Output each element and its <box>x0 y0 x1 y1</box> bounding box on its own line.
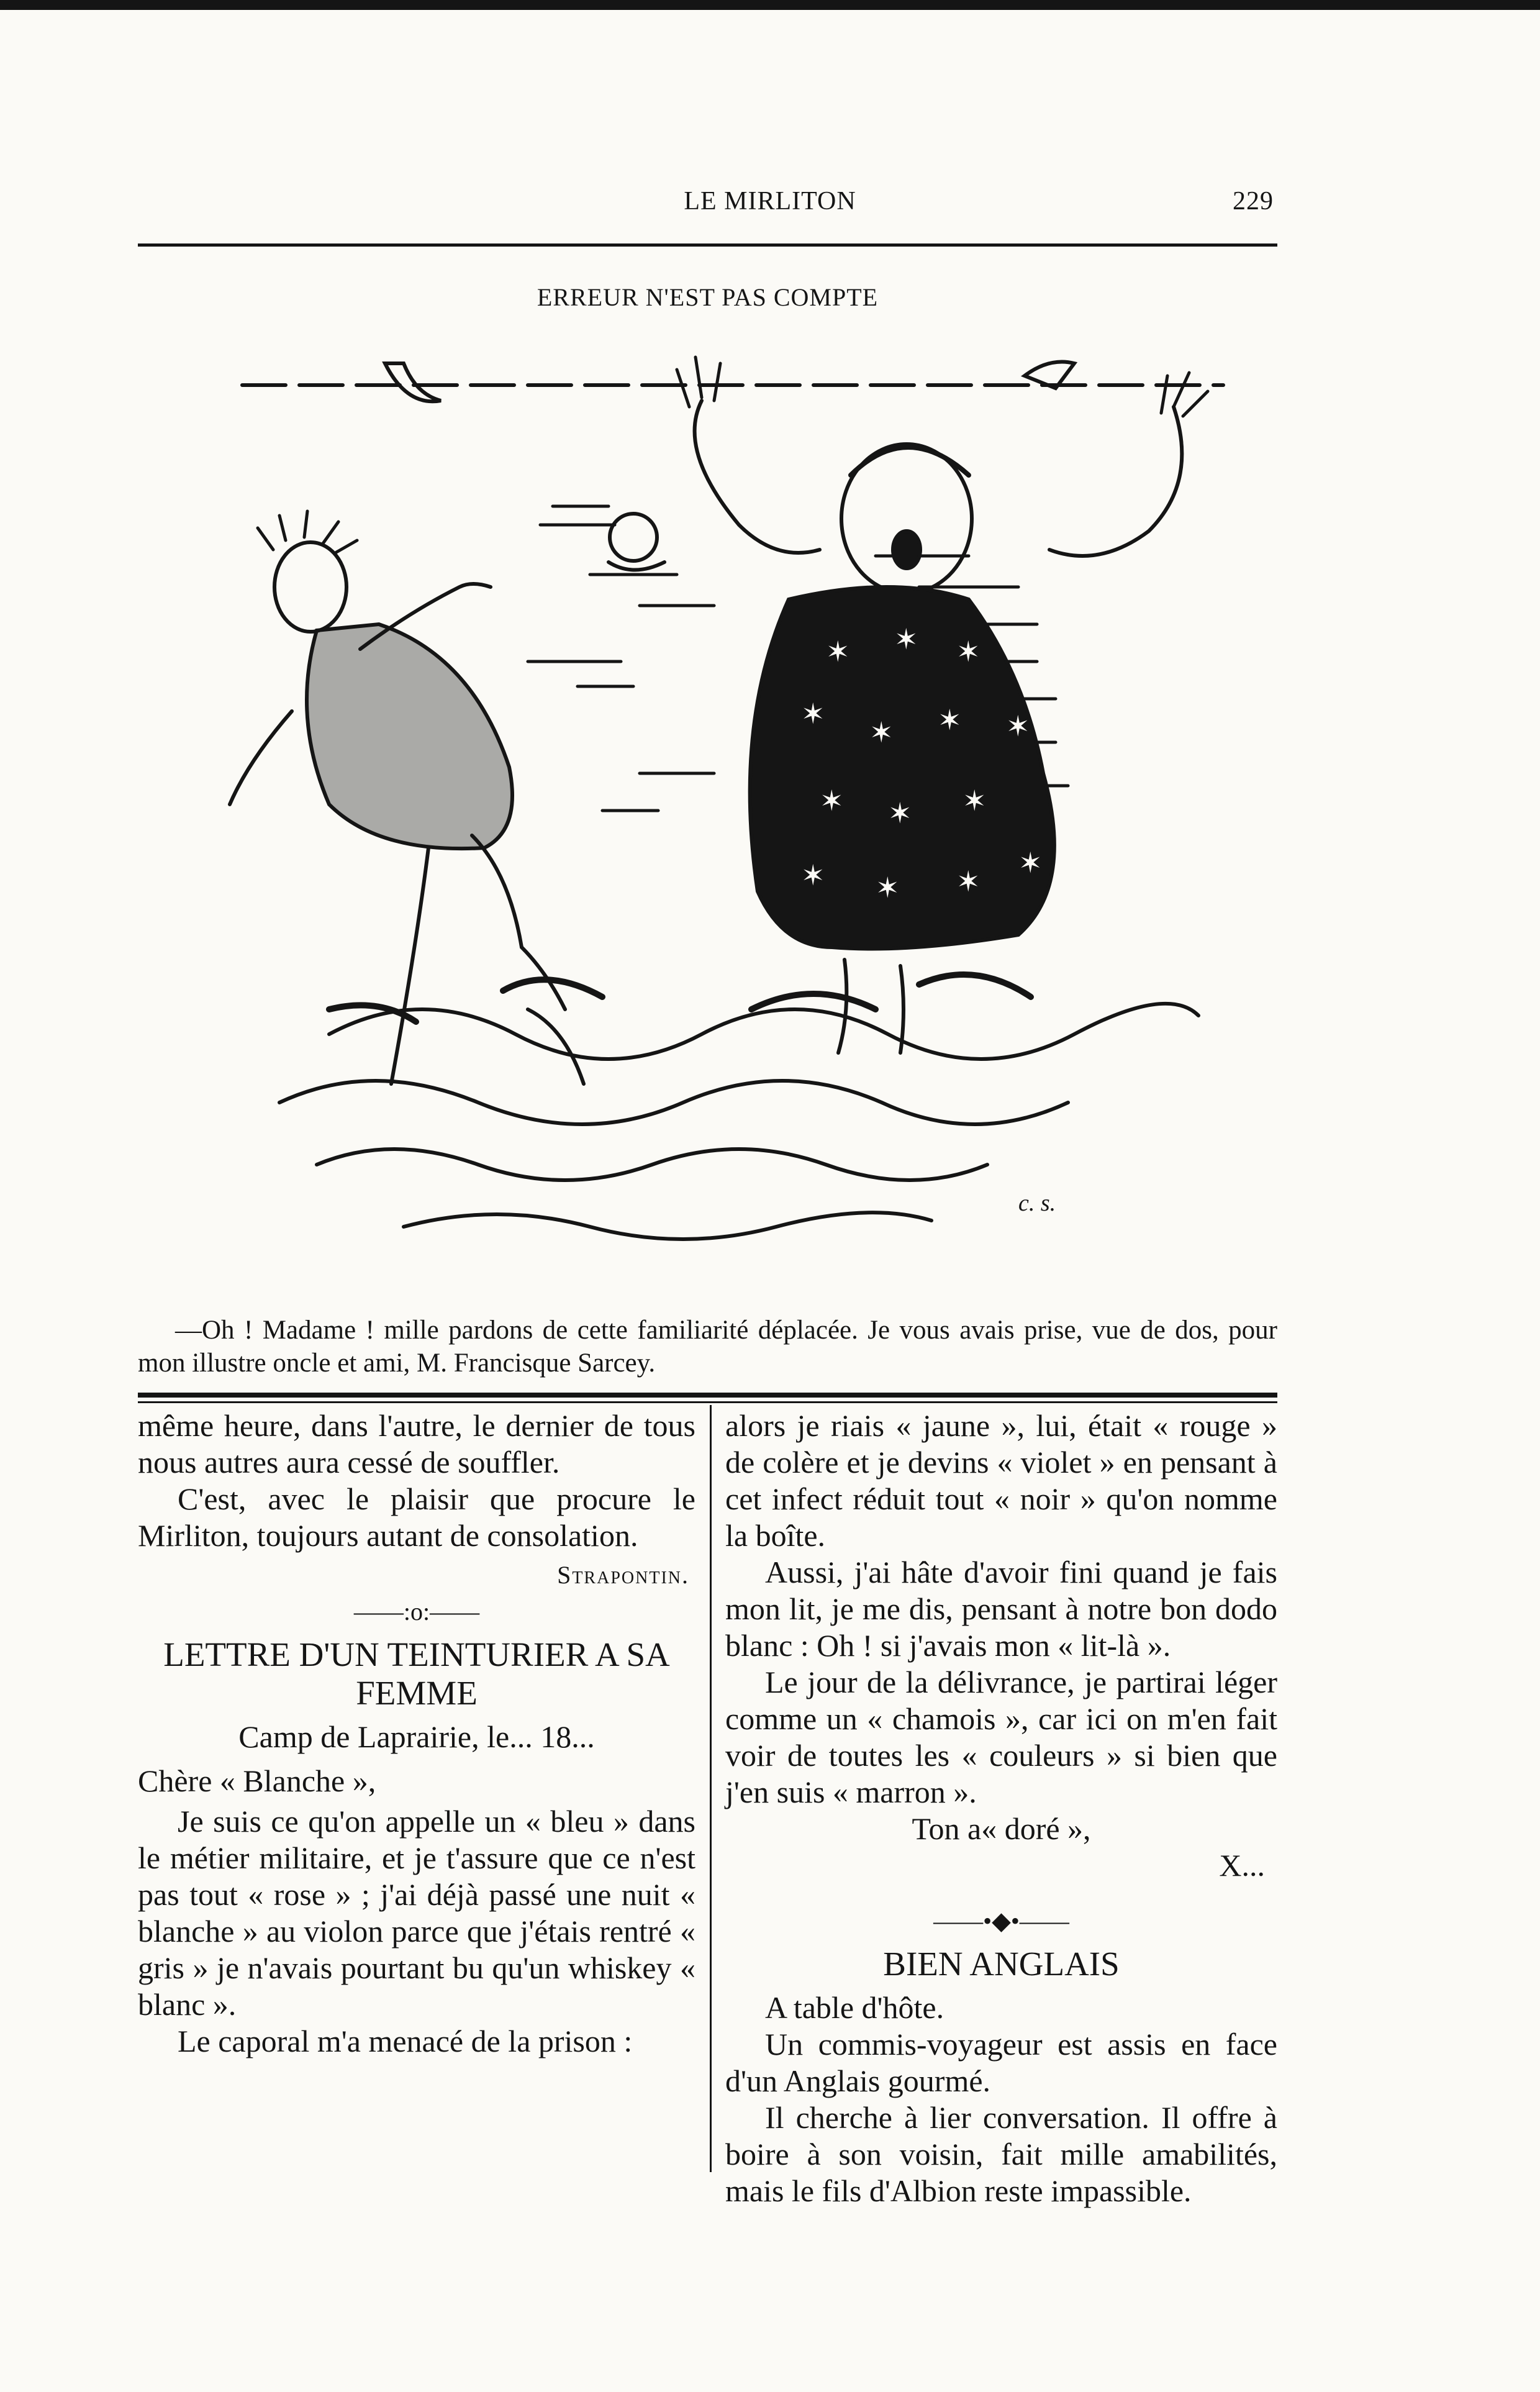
svg-text:✶: ✶ <box>869 716 894 749</box>
running-title: LE MIRLITON <box>684 187 856 216</box>
cartoon-illustration <box>205 339 1261 1283</box>
continuation-paragraph: C'est, avec le plaisir que procure le Mirliton, toujours autant de consolation. <box>138 1481 695 1553</box>
section-rule-thin <box>138 1401 1277 1403</box>
svg-text:✶: ✶ <box>1018 846 1043 880</box>
cartoon-caption: —Oh ! Madame ! mille pardons de cette familiarité déplacée. Je vous avais prise, vue de dos, pour mon illustre oncle et ami, M. Francisque Sarcey. <box>138 1316 1277 1378</box>
letter-paragraph: alors je riais « jaune », lui, était « rouge » de colère et je devins « violet » en pensant à cet infect réduit tout « noir » qu'on nomme la boîte. <box>725 1408 1277 1553</box>
letter-paragraph: Le caporal m'a menacé de la prison : <box>178 2024 633 2058</box>
letter-paragraph: Le jour de la délivrance, je partirai léger comme un « chamois », car ici on m'en fait voir de toutes les « couleurs » si bien que j'en suis « marron ». <box>725 1665 1277 1809</box>
svg-text:✶: ✶ <box>938 703 962 737</box>
continuation-paragraph: même heure, dans l'autre, le dernier de tous nous autres aura cessé de souffler. <box>138 1408 695 1480</box>
svg-text:✶: ✶ <box>888 796 912 830</box>
svg-text:✶: ✶ <box>1006 709 1030 743</box>
letter-closing: Ton a« doré », <box>912 1811 1091 1846</box>
section-rule-thick <box>138 1393 1277 1398</box>
signature-x: X... <box>1219 1848 1265 1883</box>
separator: ——•◆•—— <box>933 1907 1069 1935</box>
left-column <box>138 1407 695 2060</box>
article-paragraph: A table d'hôte. <box>765 1990 944 2025</box>
cartoon-title: ERREUR N'EST PAS COMPTE <box>537 283 879 311</box>
svg-text:✶: ✶ <box>820 784 844 817</box>
dateline: Camp de Laprairie, le... 18... <box>238 1719 595 1754</box>
svg-text:✶: ✶ <box>956 635 981 668</box>
letter-paragraph: Aussi, j'ai hâte d'avoir fini quand je fais mon lit, je me dis, pensant à notre bon dodo blanc : Oh ! si j'avais mon « lit-là ». <box>725 1555 1277 1663</box>
svg-text:✶: ✶ <box>894 622 918 656</box>
article-paragraph: Il cherche à lier conversation. Il offre à boire à son voisin, fait mille amabilités, mais le fils d'Albion reste impassible. <box>725 2100 1277 2208</box>
separator: ——:o:—— <box>353 1598 480 1626</box>
svg-text:✶: ✶ <box>801 697 825 730</box>
svg-text:✶: ✶ <box>956 865 981 898</box>
article-title: BIEN ANGLAIS <box>883 1945 1120 1983</box>
signature-strapontin: Strapontin. <box>557 1561 689 1589</box>
letter-title: LETTRE D'UN TEINTURIER A SA FEMME <box>163 1635 670 1712</box>
page-top-border <box>0 0 1540 10</box>
salutation: Chère « Blanche », <box>138 1763 376 1798</box>
letter-paragraph: Je suis ce qu'on appelle un « bleu » dans le métier militaire, et je t'assure que ce n'est pas tout « rose » ; j'ai déjà passé une nuit « blanche » au violon parce que j'étais rentré « gris » je n'avais pourtant bu qu'un whiskey « blanc ». <box>138 1804 695 2022</box>
header-rule <box>138 243 1277 247</box>
svg-text:✶: ✶ <box>826 635 850 668</box>
svg-text:✶: ✶ <box>876 871 900 904</box>
cartoon-signature: c. s. <box>1018 1190 1056 1216</box>
page-number: 229 <box>1233 187 1274 216</box>
column-divider <box>710 1405 712 2172</box>
svg-text:✶: ✶ <box>962 784 987 817</box>
article-paragraph: Un commis-voyageur est assis en face d'un Anglais gourmé. <box>725 2027 1277 2098</box>
right-column <box>725 1407 1277 2209</box>
svg-text:✶: ✶ <box>801 858 825 892</box>
